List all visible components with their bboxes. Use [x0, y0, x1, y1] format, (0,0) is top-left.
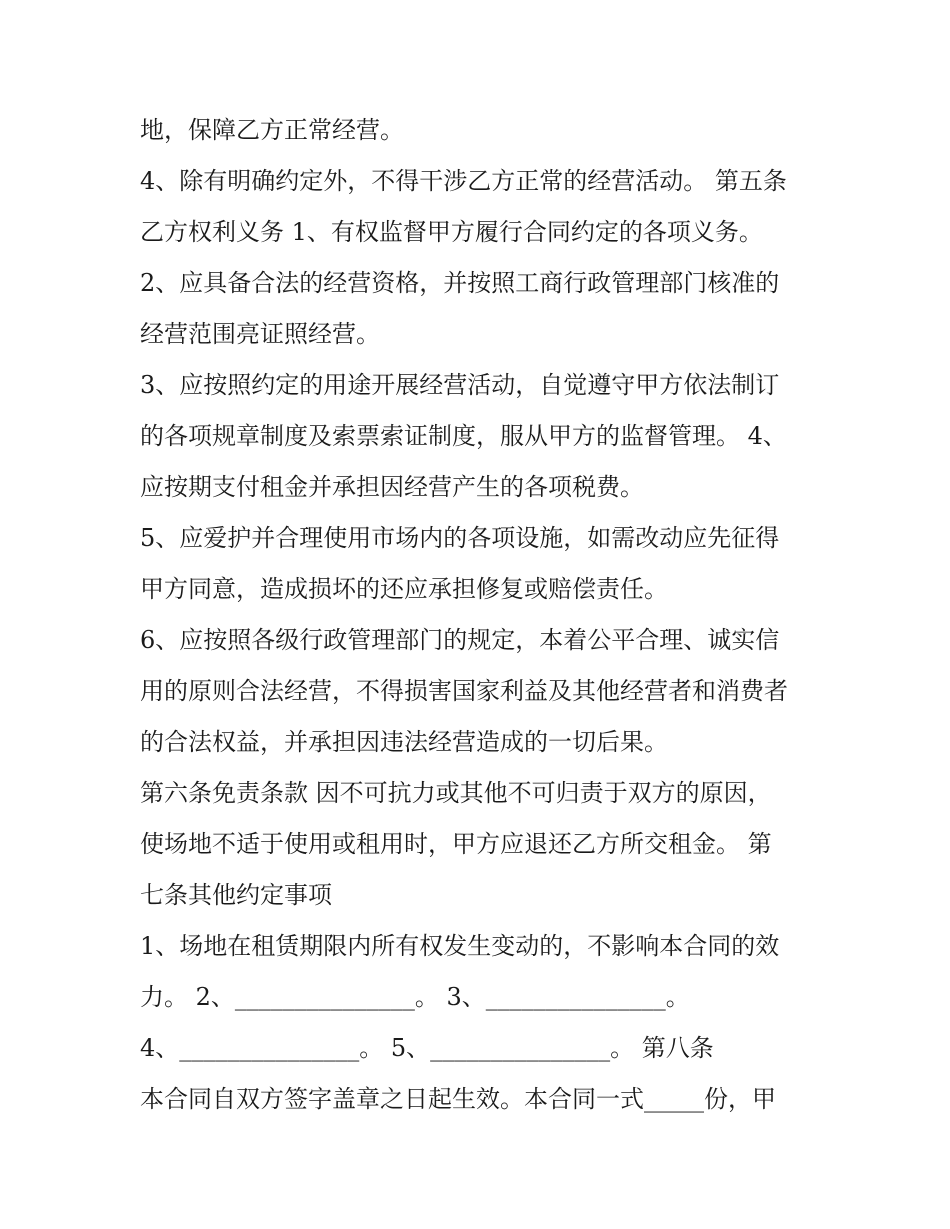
text-line: 3、应按照约定的用途开展经营活动，自觉遵守甲方依法制订 — [140, 371, 780, 399]
text-line: 用的原则合法经营，不得损害国家利益及其他经营者和消费者 — [140, 677, 788, 705]
text-line: 力。 2、_______________。 3、_______________。 — [140, 983, 690, 1011]
text-line: 经营范围亮证照经营。 — [140, 320, 380, 348]
text-line: 本合同自双方签字盖章之日起生效。本合同一式_____份，甲 — [140, 1085, 776, 1113]
document-body — [140, 105, 820, 1125]
text-line: 2、应具备合法的经营资格，并按照工商行政管理部门核准的 — [140, 269, 780, 297]
text-line: 6、应按照各级行政管理部门的规定，本着公平合理、诚实信 — [140, 626, 780, 654]
text-line: 5、应爱护并合理使用市场内的各项设施，如需改动应先征得 — [140, 524, 780, 552]
text-line: 4、_______________。 5、_______________。 第八条 — [140, 1034, 714, 1062]
text-line: 地，保障乙方正常经营。 — [140, 116, 404, 144]
text-line: 的各项规章制度及索票索证制度，服从甲方的监督管理。 4、 — [140, 422, 787, 450]
text-line: 甲方同意，造成损坏的还应承担修复或赔偿责任。 — [140, 575, 668, 603]
text-line: 1、场地在租赁期限内所有权发生变动的，不影响本合同的效 — [140, 932, 780, 960]
text-line: 第六条免责条款 因不可抗力或其他不可归责于双方的原因， — [140, 779, 772, 807]
text-line: 使场地不适于使用或租用时，甲方应退还乙方所交租金。 第 — [140, 830, 772, 858]
text-line: 乙方权利义务 1、有权监督甲方履行合同约定的各项义务。 — [140, 218, 763, 246]
text-line: 的合法权益，并承担因违法经营造成的一切后果。 — [140, 728, 668, 756]
text-line: 应按期支付租金并承担因经营产生的各项税费。 — [140, 473, 644, 501]
text-line: 4、除有明确约定外，不得干涉乙方正常的经营活动。 第五条 — [140, 167, 787, 195]
text-line: 七条其他约定事项 — [140, 881, 332, 909]
